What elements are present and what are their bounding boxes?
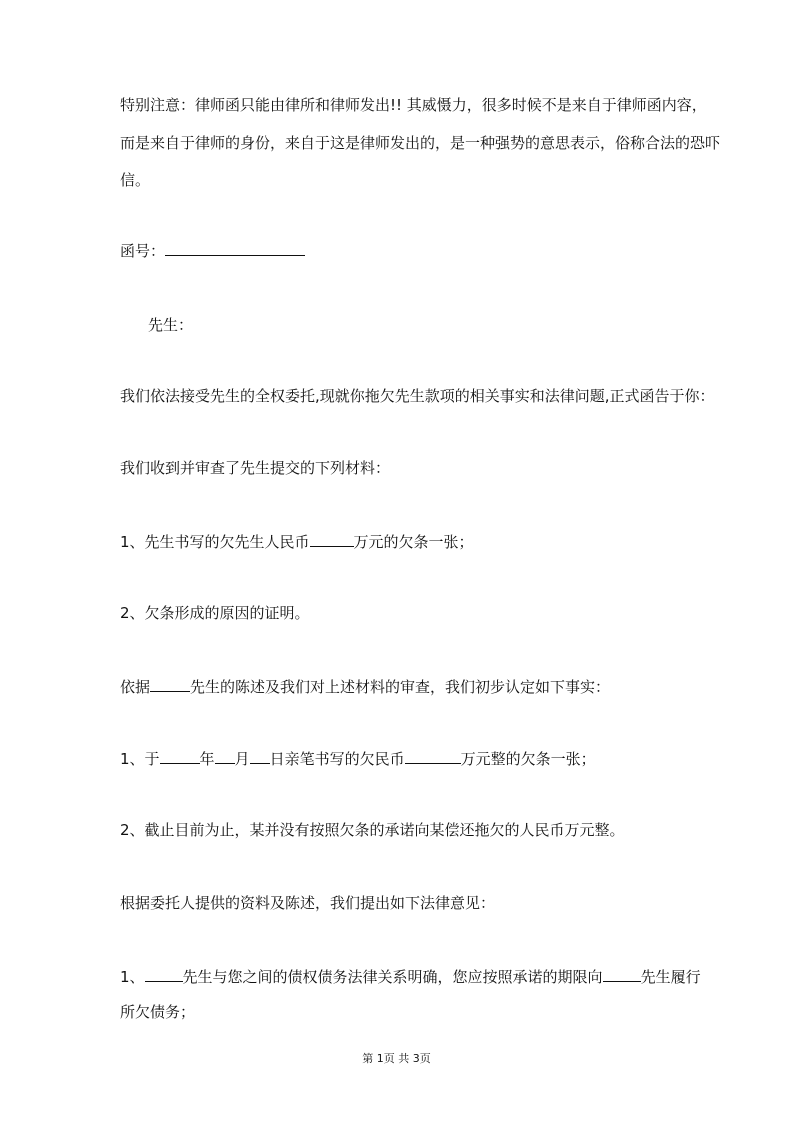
creditor-blank [145,966,183,982]
material-item-1 [120,531,474,552]
opinion-item-1-line-1 [120,966,701,987]
notice-line-2: 而是来自于律师的身份，来自于这是律师发出的，是一种强势的意思表示，俗称合法的恐吓 [120,134,721,152]
fact-item-2: 2、截止目前为止，某并没有按照欠条的承诺向某偿还拖欠的人民币万元整。 [120,821,625,839]
notice-line-3: 信。 [120,171,151,189]
fact-item-1-text-e: 万元整的欠条一张； [460,750,596,768]
opinion-heading: 根据委托人提供的资料及陈述，我们提出如下法律意见： [120,894,496,912]
month-blank [215,748,235,764]
fact-item-1-text-b: 年 [199,750,215,768]
opinion-item-1-text-c: 先生履行 [640,968,701,986]
letter-number-row [120,240,305,261]
material-item-2: 2、欠条形成的原因的证明。 [120,604,310,622]
materials-heading: 我们收到并审查了先生提交的下列材料： [120,459,391,477]
opinion-item-1-text-b: 先生与您之间的债权债务法律关系明确，您应按照承诺的期限向 [182,968,603,986]
amount-blank [310,531,354,547]
letter-number-label: 函号： [120,242,166,260]
material-item-1-text-a: 1、先生书写的欠先生人民币 [120,533,310,551]
material-item-1-text-b: 万元的欠条一张； [353,533,474,551]
letter-number-blank [165,240,305,256]
creditor-blank-2 [603,966,641,982]
opinion-item-1-text-a: 1、 [120,968,145,986]
page-footer: 第 1页 共 3页 [362,1052,431,1065]
fact-item-1-text-d: 日亲笔书写的欠民币 [269,750,405,768]
sum-blank [405,748,461,764]
facts-intro-text-b: 先生的陈述及我们对上述材料的审查，我们初步认定如下事实： [190,678,611,696]
opinion-item-1-line-2: 所欠债务； [120,1003,196,1021]
name-blank [150,676,190,692]
intro-paragraph: 我们依法接受先生的全权委托,现就你拖欠先生款项的相关事实和法律问题,正式函告于你： [120,387,715,405]
notice-line-1: 特别注意：律师函只能由律所和律师发出!! 其威慑力，很多时候不是来自于律师函内容， [120,96,707,114]
salutation: 先生： [148,316,194,334]
fact-item-1 [120,748,596,769]
day-blank [250,748,270,764]
facts-intro-text-a: 依据 [120,678,151,696]
year-blank [160,748,200,764]
fact-item-1-text-a: 1、于 [120,750,160,768]
facts-intro [120,676,610,697]
fact-item-1-text-c: 月 [234,750,250,768]
